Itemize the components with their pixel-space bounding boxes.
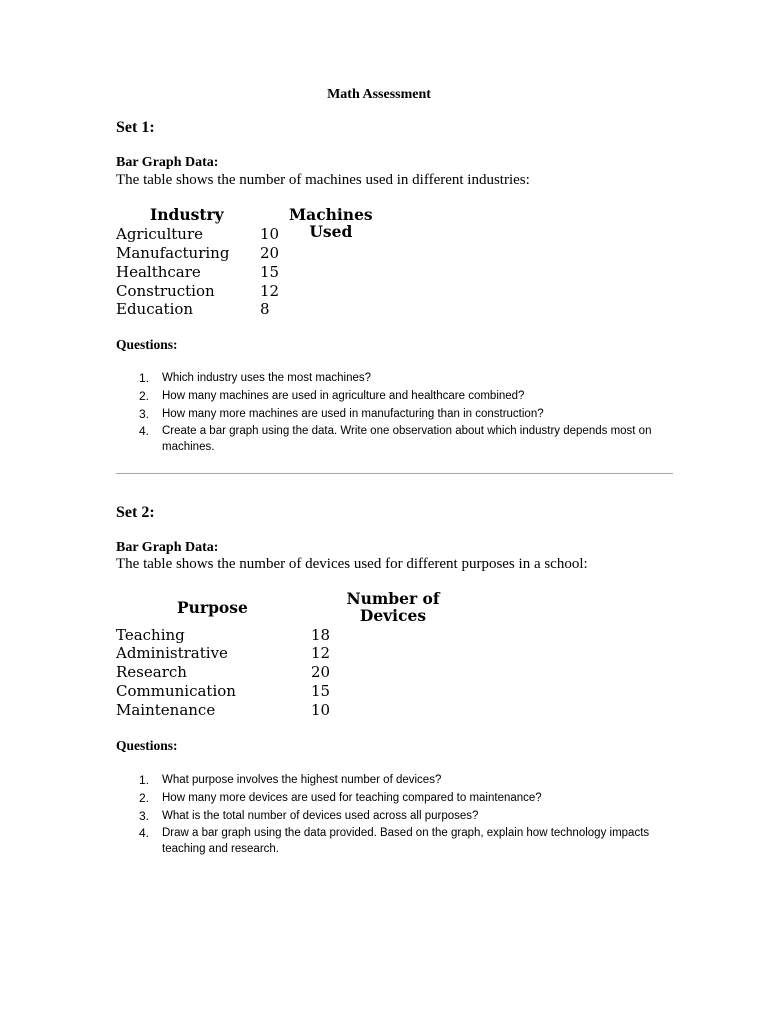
set-2-intro: The table shows the number of devices used for different purposes in a school:	[116, 556, 588, 572]
row-label: Teaching	[116, 626, 185, 644]
row-value: 20	[311, 663, 331, 681]
question-number: 1.	[139, 371, 150, 385]
question-number: 1.	[139, 773, 150, 787]
set-2-header-number-of-devices: Number of Devices	[346, 589, 440, 625]
set-2-heading: Set 2:	[116, 504, 155, 521]
table-row	[116, 663, 516, 682]
question-text: Draw a bar graph using the data provided. Based on the graph, explain how technology impacts teaching and research.	[162, 827, 650, 855]
row-value: 8	[260, 300, 270, 318]
question-number: 4.	[139, 826, 150, 841]
set-1-heading: Set 1:	[116, 119, 155, 136]
row-label: Agriculture	[116, 225, 203, 243]
set-1-header-industry: Industry	[150, 205, 224, 224]
question-item	[136, 407, 656, 423]
question-number: 3.	[139, 808, 150, 823]
row-value: 18	[311, 626, 331, 644]
row-value: 10	[311, 701, 331, 719]
table-row	[116, 244, 516, 263]
table-row	[116, 626, 516, 645]
row-label: Education	[116, 300, 194, 318]
question-text: How many more devices are used for teaching compared to maintenance?	[162, 791, 542, 804]
question-text: How many more machines are used in manufacturing than in construction?	[162, 407, 544, 420]
row-value: 12	[260, 282, 280, 300]
question-item	[136, 371, 656, 387]
question-text: Which industry uses the most machines?	[162, 372, 372, 384]
table-row	[116, 263, 516, 282]
row-label: Communication	[116, 682, 236, 700]
row-label: Maintenance	[116, 701, 216, 719]
row-value: 15	[311, 682, 331, 700]
table-row	[116, 682, 516, 701]
question-text: What is the total number of devices used across all purposes?	[162, 809, 479, 822]
question-number: 2.	[139, 790, 150, 805]
question-item	[136, 389, 656, 405]
set-2-header-purpose: Purpose	[177, 598, 248, 617]
set-2-sub-heading: Bar Graph Data:	[116, 540, 219, 555]
section-divider	[116, 473, 673, 474]
question-text: How many machines are used in agriculture and healthcare combined?	[162, 389, 525, 402]
table-row	[116, 300, 516, 319]
set-1-intro: The table shows the number of machines used in different industries:	[116, 172, 530, 188]
set-1-question-list	[136, 371, 656, 458]
set-1-header-machines-used: Machines Used	[289, 205, 373, 241]
question-item	[136, 424, 656, 455]
question-text: What purpose involves the highest number of devices?	[162, 774, 442, 786]
question-number: 4.	[139, 424, 150, 439]
row-value: 20	[260, 244, 280, 262]
row-label: Healthcare	[116, 263, 201, 281]
row-label: Construction	[116, 282, 215, 300]
set-1-questions-label: Questions:	[116, 337, 178, 352]
question-number: 2.	[139, 388, 150, 403]
question-number: 3.	[139, 406, 150, 421]
set-1-sub-heading: Bar Graph Data:	[116, 155, 219, 170]
question-item	[136, 773, 656, 789]
row-value: 10	[260, 225, 280, 243]
row-label: Research	[116, 663, 187, 681]
table-row	[116, 644, 516, 663]
row-label: Administrative	[116, 644, 228, 662]
question-text: Create a bar graph using the data. Write one observation about which industry depends most on machines.	[162, 425, 652, 453]
question-item	[136, 826, 656, 857]
table-row	[116, 225, 516, 244]
question-item	[136, 809, 656, 825]
question-item	[136, 791, 656, 807]
page-title: Math Assessment	[327, 87, 431, 102]
set-2-question-list	[136, 773, 656, 860]
table-row	[116, 701, 516, 720]
set-2-questions-label: Questions:	[116, 738, 178, 753]
row-value: 15	[260, 263, 280, 281]
row-value: 12	[311, 644, 331, 662]
table-row	[116, 282, 516, 301]
row-label: Manufacturing	[116, 244, 230, 262]
